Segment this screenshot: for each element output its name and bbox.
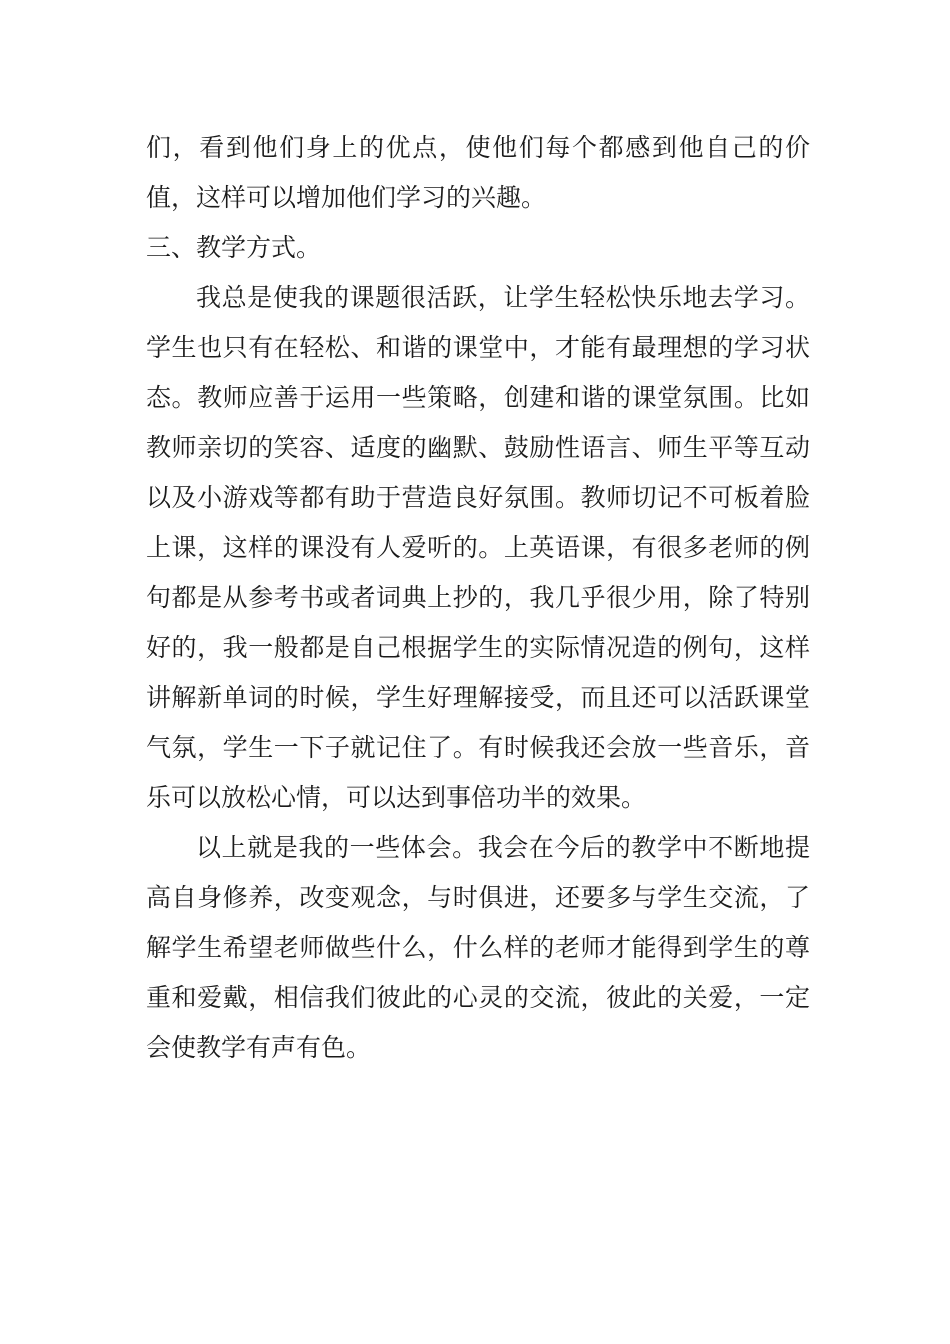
paragraph-continuation: 们，看到他们身上的优点，使他们每个都感到他自己的价值，这样可以增加他们学习的兴趣。 — [146, 133, 810, 212]
paragraph-conclusion: 以上就是我的一些体会。我会在今后的教学中不断地提高自身修养，改变观念，与时俱进，还要多与学生交流，了解学生希望老师做些什么，什么样的老师才能得到学生的尊重和爱戴，相信我们彼此的心灵的交流，彼此的关爱，一定会使教学有声有色。 — [146, 833, 810, 1062]
paragraph-teaching-method: 我总是使我的课题很活跃，让学生轻松快乐地去学习。学生也只有在轻松、和谐的课堂中，才能有最理想的学习状态。教师应善于运用一些策略，创建和谐的课堂氛围。比如教师亲切的笑容、适度的幽默、鼓励性语言、师生平等互动以及小游戏等都有助于营造良好氛围。教师切记不可板着脸上课，这样的课没有人爱听的。上英语课，有很多老师的例句都是从参考书或者词典上抄的，我几乎很少用，除了特别好的，我一般都是自己根据学生的实际情况造的例句，这样讲解新单词的时候，学生好理解接受，而且还可以活跃课堂气氛，学生一下子就记住了。有时候我还会放一些音乐，音乐可以放松心情，可以达到事倍功半的效果。 — [146, 283, 810, 812]
section-heading: 三、教学方式。 — [146, 233, 322, 262]
document-page — [146, 123, 810, 1073]
